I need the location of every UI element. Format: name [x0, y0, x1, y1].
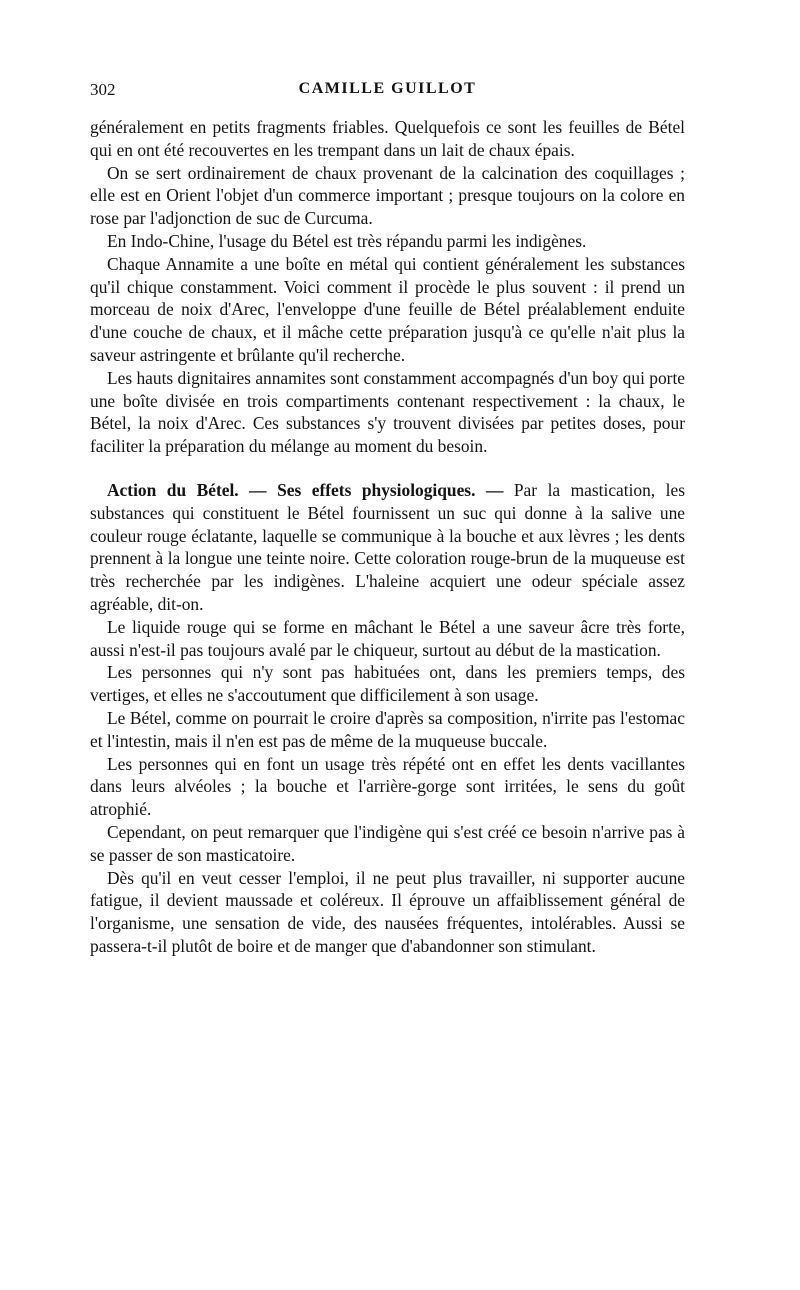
paragraph: Cependant, on peut remarquer que l'indigène qui s'est créé ce besoin n'arrive pas à se passer de son masticatoire. [90, 821, 685, 865]
paragraph: Le Bétel, comme on pourrait le croire d'après sa composition, n'irrite pas l'estomac et l'intestin, mais il n'en est pas de même de la muqueuse buccale. [90, 707, 685, 751]
body-text [90, 116, 685, 958]
section-first-paragraph-text: Par la mastication, les substances qui constituent le Bétel fournissent un suc qui donne à la salive une couleur rouge éclatante, laquelle se communique à la bouche et aux lèvres ; les dents prennent à la longue une teinte noire. Cette coloration rouge-brun de la muqueuse est très recherchée par les indigènes. L'haleine acquiert une odeur spéciale assez agréable, dit-on. [90, 479, 685, 614]
paragraph: Les personnes qui n'y sont pas habituées ont, dans les premiers temps, des vertiges, et elles ne s'accoutument que difficilement à son usage. [90, 662, 685, 706]
paragraph: Dès qu'il en veut cesser l'emploi, il ne peut plus travailler, ni supporter aucune fatigue, il devient maussade et coléreux. Il éprouve un affaiblissement général de l'organisme, une sensation de vide, des nausées fréquentes, intolérables. Aussi se passera-t-il plutôt de boire et de manger que d'abandonner son stimulant. [90, 867, 685, 956]
paragraph: On se sert ordinairement de chaux provenant de la calcination des coquillages ; elle est en Orient l'objet d'un commerce important ; presque toujours on la colore en rose par l'adjonction de suc de Curcuma. [90, 162, 685, 229]
paragraph: Chaque Annamite a une boîte en métal qui contient généralement les substances qu'il chique constamment. Voici comment il procède le plus souvent : il prend un morceau de noix d'Arec, l'enveloppe d'une feuille de Bétel préalablement enduite d'une couche de chaux, et il mâche cette préparation jusqu'à ce qu'elle n'ait plus la saveur astringente et brûlante qu'il recherche. [90, 253, 685, 365]
section-heading: Action du Bétel. — Ses effets physiologiques. — [107, 479, 504, 500]
paragraph: généralement en petits fragments friables. Quelquefois ce sont les feuilles de Bétel qui en ont été recouvertes en les trempant dans un lait de chaux épais. [90, 117, 685, 160]
paragraph: En Indo-Chine, l'usage du Bétel est très répandu parmi les indigènes. [107, 230, 587, 251]
paragraph: Les hauts dignitaires annamites sont constamment accompagnés d'un boy qui porte une boîte divisée en trois compartiments contenant respectivement : la chaux, le Bétel, la noix d'Arec. Ces substances s'y trouvent divisées par petites doses, pour faciliter la préparation du mélange au moment du besoin. [90, 367, 685, 457]
paragraph: Les personnes qui en font un usage très répété ont en effet les dents vacillantes dans leurs alvéoles ; la bouche et l'arrière-gorge sont irritées, le sens du goût atrophié. [90, 753, 685, 820]
paragraph: Le liquide rouge qui se forme en mâchant le Bétel a une saveur âcre très forte, aussi n'est-il pas toujours avalé par le chiqueur, surtout au début de la mastication. [90, 616, 685, 660]
running-title: CAMILLE GUILLOT [298, 80, 477, 97]
page-number: 302 [90, 80, 116, 99]
page-header [90, 80, 685, 106]
section-first-paragraph [90, 479, 685, 616]
